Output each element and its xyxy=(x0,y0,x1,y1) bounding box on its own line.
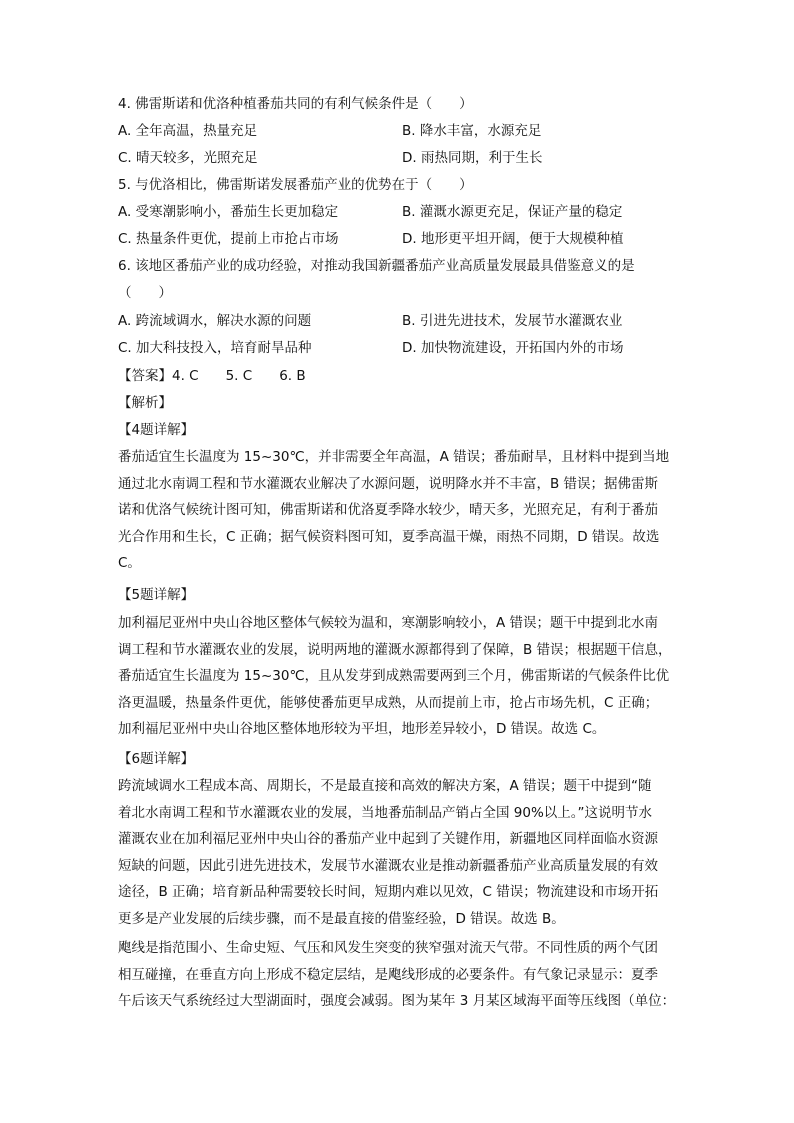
q5-option-c: C. 热量条件更优，提前上市抢占市场 xyxy=(118,231,339,247)
detail-4-line: C。 xyxy=(118,555,141,572)
detail-4-line: 通过北水南调工程和节水灌溉农业解决了水源问题，说明降水并不丰富，B 错误；据佛雷斯 xyxy=(118,475,659,492)
analysis-label: 【解析】 xyxy=(118,395,172,411)
q4-option-c: C. 晴天较多，光照充足 xyxy=(118,150,258,166)
detail-6-line: 着北水南调工程和节水灌溉农业的发展，当地番茄制品产销占全国 90%以上。”这说明节水 xyxy=(118,804,653,821)
detail-5-line: 加利福尼亚州中央山谷地区整体地形较为平坦，地形差异较小，D 错误。故选 C。 xyxy=(118,721,606,738)
detail-5-title: 【5题详解】 xyxy=(118,587,195,603)
q6-option-a: A. 跨流域调水，解决水源的问题 xyxy=(118,313,312,329)
question-6-stem: 6. 该地区番茄产业的成功经验，对推动我国新疆番茄产业高质量发展最具借鉴意义的是 xyxy=(118,258,635,274)
q6-option-c: C. 加大科技投入，培育耐旱品种 xyxy=(118,340,312,356)
detail-6-body xyxy=(118,773,678,933)
detail-6-line: 跨流域调水工程成本高、周期长，不是最直接和高效的解决方案，A 错误；题干中提到“随 xyxy=(118,778,652,794)
q4-option-d: D. 雨热同期，利于生长 xyxy=(402,150,543,166)
detail-6-line: 灌溉农业在加利福尼亚州中央山谷的番茄产业中起到了关键作用，新疆地区同样面临水资源 xyxy=(118,831,658,848)
detail-5-line: 番茄适宜生长温度为 15~30℃，且从发芽到成熟需要两到三个月，佛雷斯诺的气候条件比优 xyxy=(118,668,670,685)
q6-option-d: D. 加快物流建设，开拓国内外的市场 xyxy=(402,340,624,356)
q5-option-a: A. 受寒潮影响小，番茄生长更加稳定 xyxy=(118,204,339,220)
q4-option-b: B. 降水丰富，水源充足 xyxy=(402,123,542,139)
detail-6-line: 途径，B 正确；培育新品种需要较长时间，短期内难以见效，C 错误；物流建设和市场开拓 xyxy=(118,884,659,901)
detail-4-body xyxy=(118,444,678,577)
q4-option-a: A. 全年高温，热量充足 xyxy=(118,123,258,139)
q6-option-b: B. 引进先进技术，发展节水灌溉农业 xyxy=(402,313,623,329)
q5-option-d: D. 地形更平坦开阔，便于大规模种植 xyxy=(402,231,624,247)
detail-6-line: 短缺的问题，因此引进先进技术，发展节水灌溉农业是推动新疆番茄产业高质量发展的有效 xyxy=(118,857,658,874)
answer-line: 【答案】4. C 5. C 6. B xyxy=(118,368,306,384)
detail-6-title: 【6题详解】 xyxy=(118,751,195,767)
intro-line: 午后该天气系统经过大型湖面时，强度会减弱。图为某年 3 月某区域海平面等压线图（单位： xyxy=(118,993,676,1010)
detail-5-line: 洛更温暖，热量条件更优，能够使番茄更早成熟，从而提前上市，抢占市场先机，C 正确； xyxy=(118,694,659,711)
intro-line: 相互碰撞，在垂直方向上形成不稳定层结，是飑线形成的必要条件。有气象记录显示：夏季 xyxy=(118,966,658,983)
question-5-stem: 5. 与优洛相比，佛雷斯诺发展番茄产业的优势在于（ ） xyxy=(118,177,473,193)
detail-4-line: 诺和优洛气候统计图可知，佛雷斯诺和优洛夏季降水较少，晴天多，光照充足，有利于番茄 xyxy=(118,502,658,519)
detail-4-line: 光合作用和生长，C 正确；据气候资料图可知，夏季高温干燥，雨热不同期，D 错误。故选 xyxy=(118,528,660,545)
detail-5-line: 加利福尼亚州中央山谷地区整体气候较为温和，寒潮影响较小，A 错误；题干中提到北水南 xyxy=(118,615,659,631)
detail-5-line: 调工程和节水灌溉农业的发展，说明两地的灌溉水源都得到了保障，B 错误；根据题干信息， xyxy=(118,641,672,658)
detail-5-body xyxy=(118,610,678,743)
detail-4-line: 番茄适宜生长温度为 15~30℃，并非需要全年高温，A 错误；番茄耐旱，且材料中提到当地 xyxy=(118,449,670,465)
squall-line-intro xyxy=(118,935,678,1015)
question-4-stem: 4. 佛雷斯诺和优洛种植番茄共同的有利气候条件是（ ） xyxy=(118,96,473,112)
detail-4-title: 【4题详解】 xyxy=(118,422,195,438)
q5-option-b: B. 灌溉水源更充足，保证产量的稳定 xyxy=(402,204,623,220)
detail-6-line: 更多是产业发展的后续步骤，而不是最直接的借鉴经验，D 错误。故选 B。 xyxy=(118,910,565,927)
intro-line: 飑线是指范围小、生命史短、气压和风发生突变的狭窄强对流天气带。不同性质的两个气团 xyxy=(118,940,658,956)
question-6-stem-cont: （ ） xyxy=(118,285,172,301)
